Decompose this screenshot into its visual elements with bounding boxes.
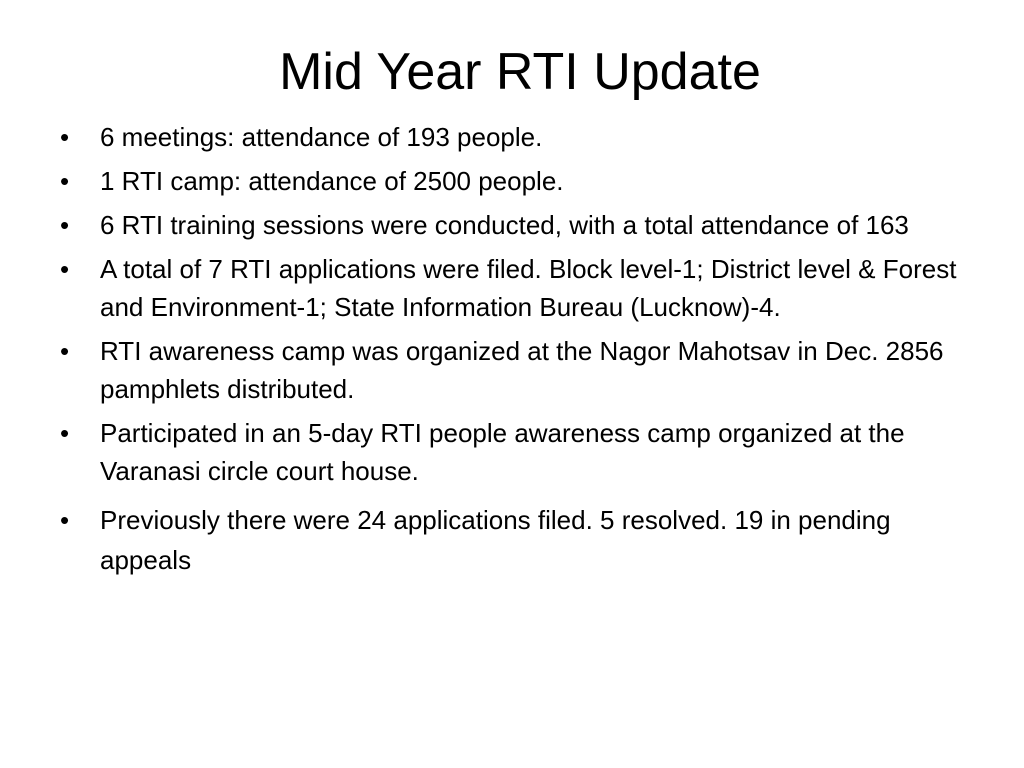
slide-title: Mid Year RTI Update — [279, 43, 761, 101]
bullet-text: Previously there were 24 applications filed. 5 resolved. 19 in pending appeals — [100, 505, 891, 575]
bullet-item-varanasi-camp — [60, 414, 960, 490]
bullet-text: 6 RTI training sessions were conducted, with a total attendance of 163 — [100, 210, 909, 240]
bullet-marker: • — [60, 336, 70, 366]
bullet-item-previous-applications — [60, 500, 960, 580]
bullet-text: RTI awareness camp was organized at the Nagor Mahotsav in Dec. 2856 pamphlets distributed. — [100, 336, 944, 404]
bullet-list — [60, 118, 960, 586]
bullet-marker: • — [60, 210, 70, 240]
bullet-item-applications-filed — [60, 250, 960, 326]
bullet-text: A total of 7 RTI applications were filed. Block level-1; District level & Forest and Environment-1; State Information Bureau (Lucknow)-4. — [100, 254, 957, 322]
bullet-item-meetings — [60, 118, 960, 156]
bullet-marker: • — [60, 418, 70, 448]
bullet-text: 6 meetings: attendance of 193 people. — [100, 122, 543, 152]
bullet-text: Participated in an 5-day RTI people awareness camp organized at the Varanasi circle court house. — [100, 418, 905, 486]
bullet-marker: • — [60, 505, 70, 535]
bullet-item-awareness-camp — [60, 332, 960, 408]
bullet-marker: • — [60, 254, 70, 284]
bullet-item-rti-camp — [60, 162, 960, 200]
bullet-text: 1 RTI camp: attendance of 2500 people. — [100, 166, 564, 196]
bullet-marker: • — [60, 122, 70, 152]
bullet-marker: • — [60, 166, 70, 196]
bullet-item-training-sessions — [60, 206, 960, 244]
